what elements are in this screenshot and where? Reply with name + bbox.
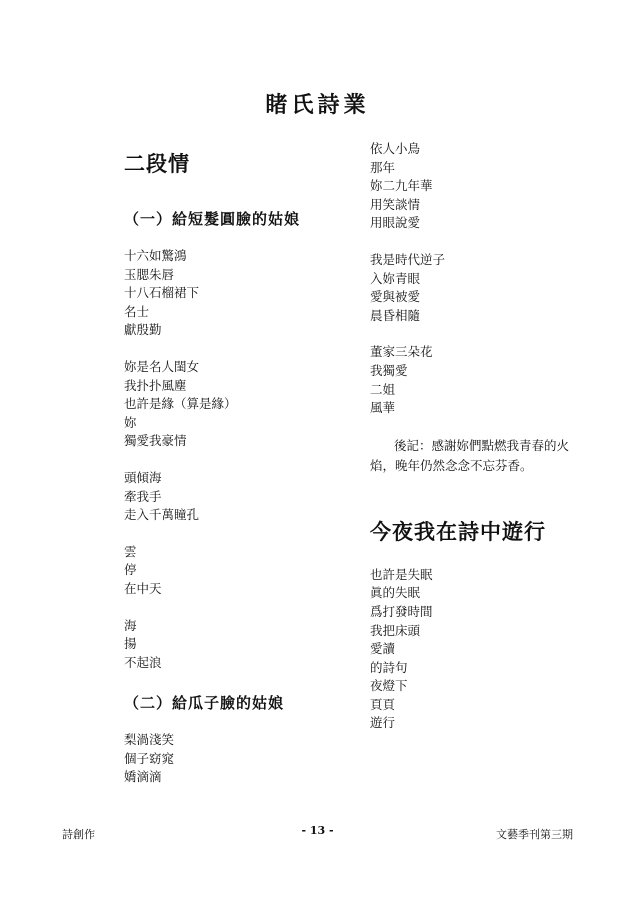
afterword-note: 後記：感謝妳們點燃我青春的火焰，晚年仍然念念不忘芬香。 xyxy=(370,437,570,473)
poem-line: 爲打發時間 xyxy=(370,603,433,619)
poem-line: 走入千萬瞳孔 xyxy=(124,507,200,523)
poem-line: 我是時代逆子 xyxy=(370,251,446,267)
poem-line: 的詩句 xyxy=(370,659,408,675)
stanza xyxy=(124,247,324,340)
poem-line: 嬌滴滴 xyxy=(124,769,162,785)
poem-line: 用笑談情 xyxy=(370,196,421,212)
poem-line: 董家三朵花 xyxy=(370,344,433,360)
poem-line: 遊行 xyxy=(370,715,396,731)
left-column xyxy=(124,140,324,787)
poem-line: 頁頁 xyxy=(370,696,396,712)
subheading-melon-seed-face-girl: （二）給瓜子臉的姑娘 xyxy=(124,694,285,713)
poem-line: 在中天 xyxy=(124,580,162,596)
stanza xyxy=(124,731,324,787)
poem-line: 夜燈下 xyxy=(370,678,408,694)
stanza xyxy=(370,140,585,233)
footer-publication-label: 文藝季刊第三期 xyxy=(496,828,573,841)
poem-line: 揚 xyxy=(124,636,137,652)
poem-line: 不起浪 xyxy=(124,654,162,670)
right-column xyxy=(370,140,585,733)
stanza xyxy=(124,358,324,451)
poem-line: 依人小鳥 xyxy=(370,141,421,156)
page-title: 睹氏詩業 xyxy=(265,92,370,118)
poem-line: 停 xyxy=(124,562,137,578)
stanza xyxy=(370,343,585,417)
poem-line: 那年 xyxy=(370,159,396,175)
poem-line: 眞的失眠 xyxy=(370,585,421,601)
poem-line: 也許是失眠 xyxy=(370,566,433,582)
poem-line: 二姐 xyxy=(370,381,396,397)
poem-line: 十六如驚鴻 xyxy=(124,248,187,263)
poem-line: 晨昏相隨 xyxy=(370,307,421,323)
poem-line: 牽我手 xyxy=(124,488,162,504)
poem-line: 也許是緣（算是緣） xyxy=(124,396,237,412)
poem-line: 梨渦淺笑 xyxy=(124,732,175,748)
poem-line: 獻殷勤 xyxy=(124,322,162,338)
poem-line: 風華 xyxy=(370,400,396,416)
poem-line: 妳 xyxy=(124,414,137,430)
poem-line: 個子窈窕 xyxy=(124,750,175,766)
poem-heading-two-loves: 二段情 xyxy=(124,152,190,176)
poem-line: 獨愛我豪情 xyxy=(124,433,187,449)
poem-line: 入妳青眼 xyxy=(370,270,421,286)
stanza xyxy=(124,469,324,525)
stanza xyxy=(124,543,324,599)
poem-line: 愛讀 xyxy=(370,641,396,657)
poem-line: 我扑扑風塵 xyxy=(124,377,187,393)
poem-line: 妳二九年華 xyxy=(370,178,433,194)
poem-line: 名士 xyxy=(124,303,150,319)
poem-line: 我獨愛 xyxy=(370,362,408,378)
poem-line: 妳是名人閨女 xyxy=(124,358,200,374)
footer-section-label: 詩創作 xyxy=(62,828,95,841)
poem-heading-night-walk: 今夜我在詩中遊行 xyxy=(370,519,546,544)
poem-line: 玉腮朱唇 xyxy=(124,266,175,282)
page-number: - 13 - xyxy=(301,824,334,837)
poem-line: 我把床頭 xyxy=(370,622,421,638)
poem-line: 頭傾海 xyxy=(124,469,162,485)
stanza xyxy=(370,566,585,733)
stanza xyxy=(124,617,324,673)
poem-line: 海 xyxy=(124,617,137,633)
poem-line: 愛與被愛 xyxy=(370,289,421,305)
poem-line: 雲 xyxy=(124,543,137,559)
stanza xyxy=(370,251,585,325)
poem-line: 十八石榴裙下 xyxy=(124,285,200,301)
subheading-short-hair-girl: （一）給短髮圓臉的姑娘 xyxy=(124,210,301,228)
poem-line: 用眼說愛 xyxy=(370,215,421,231)
